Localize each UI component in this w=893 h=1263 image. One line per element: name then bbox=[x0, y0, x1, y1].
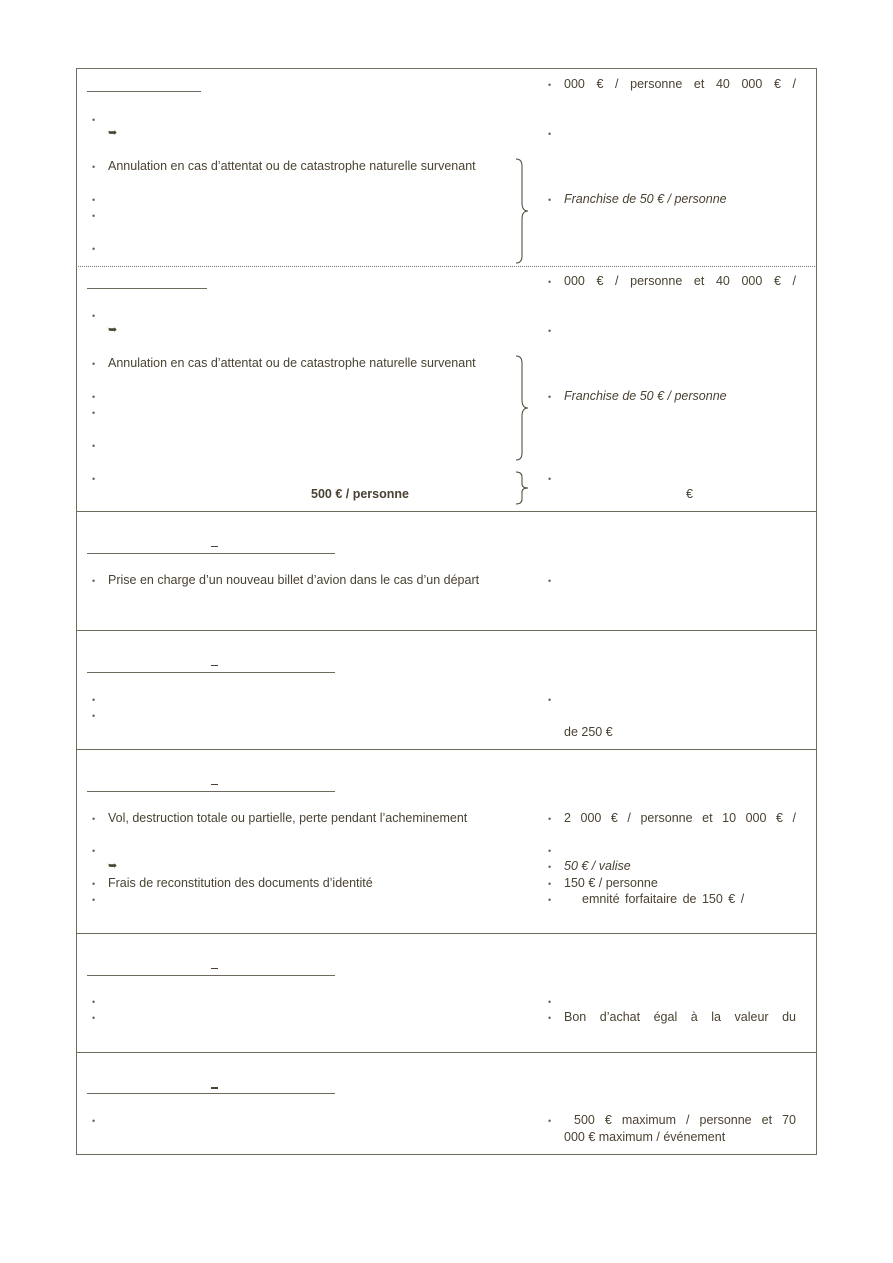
title-dash bbox=[211, 968, 218, 969]
bullet: • bbox=[92, 359, 96, 369]
bullet: • bbox=[92, 695, 96, 705]
brace-icon bbox=[514, 355, 530, 461]
bullet: • bbox=[92, 814, 96, 824]
bullet: • bbox=[548, 895, 552, 905]
bullet: • bbox=[548, 576, 552, 586]
title-dash bbox=[211, 546, 218, 547]
bullet: • bbox=[92, 576, 96, 586]
divider bbox=[76, 630, 817, 631]
bullet: • bbox=[92, 244, 96, 254]
bullet: • bbox=[92, 441, 96, 451]
bullet: • bbox=[92, 895, 96, 905]
table-top-border bbox=[76, 68, 817, 69]
bullet: • bbox=[548, 195, 552, 205]
coverage-amount: 000 € / personne et 40 000 € / bbox=[564, 77, 796, 91]
section-title-underline bbox=[87, 91, 201, 92]
arrow-icon: ➥ bbox=[108, 127, 118, 139]
franchise-label: Franchise de 50 € / personne bbox=[564, 192, 727, 206]
divider bbox=[76, 933, 817, 934]
attentat-label: Annulation en cas d’attentat ou de catastrophe naturelle survenant bbox=[108, 159, 476, 173]
bullet: • bbox=[92, 115, 96, 125]
valise-amount: 50 € / valise bbox=[564, 859, 631, 873]
bullet: • bbox=[548, 695, 552, 705]
bullet: • bbox=[548, 814, 552, 824]
seuil-label: de 250 € bbox=[564, 725, 613, 739]
brace-icon bbox=[514, 471, 530, 505]
section-title-underline bbox=[87, 1093, 335, 1094]
title-dash bbox=[211, 665, 218, 666]
bullet: • bbox=[548, 474, 552, 484]
bullet: • bbox=[548, 1013, 552, 1023]
title-dash bbox=[211, 1087, 218, 1089]
bullet: • bbox=[548, 80, 552, 90]
bullet: • bbox=[92, 1116, 96, 1126]
section-title-underline bbox=[87, 672, 335, 673]
bullet: • bbox=[548, 879, 552, 889]
bullet: • bbox=[92, 195, 96, 205]
indemnite-amount: emnité forfaitaire de 150 € / bbox=[582, 892, 745, 906]
bullet: • bbox=[92, 392, 96, 402]
bullet: • bbox=[92, 311, 96, 321]
bullet: • bbox=[548, 846, 552, 856]
bullet: • bbox=[548, 326, 552, 336]
bullet: • bbox=[548, 129, 552, 139]
brace-icon bbox=[514, 158, 530, 264]
bullet: • bbox=[548, 1116, 552, 1126]
title-dash bbox=[211, 784, 218, 785]
bullet: • bbox=[548, 997, 552, 1007]
bullet: • bbox=[548, 862, 552, 872]
section-title-underline bbox=[87, 975, 335, 976]
bullet: • bbox=[92, 211, 96, 221]
bullet: • bbox=[548, 392, 552, 402]
divider bbox=[76, 511, 817, 512]
billet-label: Prise en charge d’un nouveau billet d’avion dans le cas d’un départ bbox=[108, 573, 480, 587]
bullet: • bbox=[548, 277, 552, 287]
attentat-label: Annulation en cas d’attentat ou de catastrophe naturelle survenant bbox=[108, 356, 476, 370]
arrow-icon: ➥ bbox=[108, 860, 118, 872]
divider bbox=[76, 749, 817, 750]
bullet: • bbox=[92, 408, 96, 418]
vol-label: Vol, destruction totale ou partielle, perte pendant l’acheminement bbox=[108, 811, 468, 825]
coverage-amount: 000 € / personne et 40 000 € / bbox=[564, 274, 796, 288]
bullet: • bbox=[92, 997, 96, 1007]
bullet: • bbox=[92, 162, 96, 172]
section-title-underline bbox=[87, 288, 207, 289]
divider bbox=[76, 1052, 817, 1053]
divider bbox=[76, 266, 817, 267]
arrow-icon: ➥ bbox=[108, 324, 118, 336]
max-amount-line1: 500 € maximum / personne et 70 bbox=[574, 1113, 796, 1127]
section-title-underline bbox=[87, 791, 335, 792]
section-title-underline bbox=[87, 553, 335, 554]
bullet: • bbox=[92, 1013, 96, 1023]
franchise-label: Franchise de 50 € / personne bbox=[564, 389, 727, 403]
reconstitution-label: Frais de reconstitution des documents d’identité bbox=[108, 876, 373, 890]
reconstitution-amount: 150 € / personne bbox=[564, 876, 658, 890]
amount-per-person: 500 € / personne bbox=[311, 487, 409, 501]
max-amount-line2: 000 € maximum / événement bbox=[564, 1130, 726, 1144]
bullet: • bbox=[92, 474, 96, 484]
bon-achat-label: Bon d’achat égal à la valeur du bbox=[564, 1010, 796, 1024]
euro-sign: € bbox=[686, 487, 693, 501]
bullet: • bbox=[92, 711, 96, 721]
bullet: • bbox=[92, 879, 96, 889]
guarantee-table bbox=[76, 68, 817, 1155]
bullet: • bbox=[92, 846, 96, 856]
vol-amount: 2 000 € / personne et 10 000 € / bbox=[564, 811, 796, 825]
